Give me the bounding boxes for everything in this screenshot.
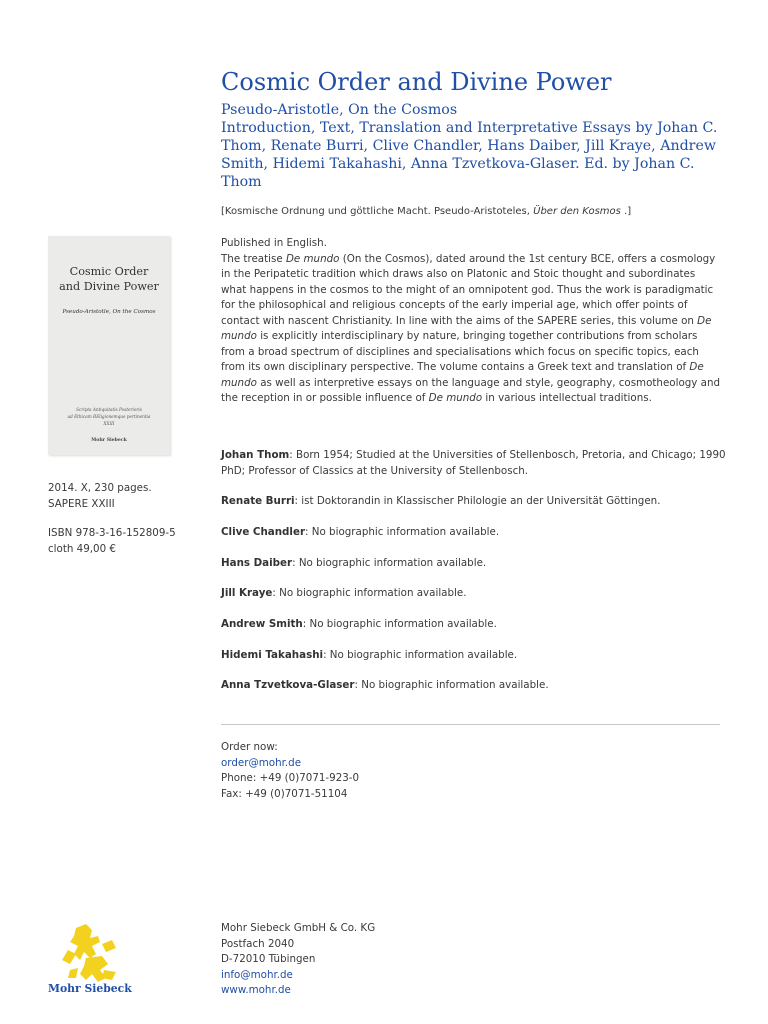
cover-subtitle: Pseudo-Aristotle, On the Cosmos bbox=[62, 309, 156, 315]
author-name: Jill Kraye bbox=[221, 587, 273, 599]
isbn: ISBN 978-3-16-152809-5 bbox=[48, 527, 176, 539]
order-fax: Fax: +49 (0)7071-51104 bbox=[221, 787, 348, 800]
author-name: Anna Tzvetkova-Glaser bbox=[221, 679, 355, 691]
subtitle-contributors: Introduction, Text, Translation and Interpretative Essays by Johan C. Thom, Renate Burri, Clive Chandler, Hans Daiber, Jill Kraye, Andrew Smith, Hidemi Takahashi, Anna Tzvetkova-Glaser. Ed. by Johan C. Thom bbox=[221, 120, 718, 190]
subtitle-block bbox=[221, 101, 721, 191]
cover-title-line: and Divine Power bbox=[59, 280, 159, 293]
book-cover bbox=[48, 236, 170, 455]
author-name: Renate Burri bbox=[221, 495, 295, 507]
price: cloth 49,00 € bbox=[48, 542, 116, 555]
description-italic: De mundo bbox=[221, 314, 712, 342]
cover-series-line: XXIII bbox=[103, 421, 115, 426]
order-label: Order now: bbox=[221, 741, 278, 753]
description-part: is explicitly interdisciplinary by nature, bringing together contributions from scholars from a broad spectrum of disciplines and specialisations which focus on specific topics, each from its own disciplinary perspective. The volume contains a Greek text and translation of bbox=[221, 330, 699, 373]
company-name: Mohr Siebeck GmbH & Co. KG bbox=[221, 922, 376, 934]
german-title-suffix: .] bbox=[620, 206, 632, 217]
author-bio bbox=[221, 448, 726, 479]
cover-publisher: Mohr Siebeck bbox=[91, 438, 127, 443]
order-phone: Phone: +49 (0)7071-923-0 bbox=[221, 772, 360, 784]
order-info bbox=[221, 740, 521, 802]
author-bio bbox=[221, 678, 549, 694]
german-title bbox=[221, 205, 741, 219]
cover-title bbox=[48, 264, 170, 294]
author-bio-text: : No biographic information available. bbox=[292, 557, 487, 569]
publisher-address bbox=[221, 921, 521, 999]
author-bio-text: : Born 1954; Studied at the Universities of Stellenbosch, Pretoria, and Chicago; 1990 PhD; Professor of Classics at the University of Stellenbosch. bbox=[221, 449, 726, 477]
author-bio bbox=[221, 525, 499, 541]
author-name: Johan Thom bbox=[221, 449, 290, 461]
postfach: Postfach 2040 bbox=[221, 937, 295, 950]
year-pages: 2014. X, 230 pages. bbox=[48, 482, 152, 494]
author-name: Hidemi Takahashi bbox=[221, 649, 324, 661]
author-name: Andrew Smith bbox=[221, 618, 303, 630]
description-text bbox=[221, 252, 721, 407]
description-italic: De mundo bbox=[428, 392, 483, 404]
page-title: Cosmic Order and Divine Power bbox=[221, 68, 612, 96]
author-bio-text: : No biographic information available. bbox=[272, 587, 467, 599]
author-bio-text: : ist Doktorandin in Klassischer Philologie an der Universität Göttingen. bbox=[294, 495, 661, 507]
author-name: Hans Daiber bbox=[221, 557, 293, 569]
description-part: The treatise bbox=[221, 252, 286, 265]
author-bio-text: : No biographic information available. bbox=[323, 649, 518, 661]
cover-title-line: Cosmic Order bbox=[69, 265, 149, 278]
logo-wordmark: Mohr Siebeck bbox=[48, 982, 132, 995]
description-part: (On the Cosmos), dated around the 1st century BCE, offers a cosmology in the Peripatetic tradition which draws also on Platonic and Stoic thought and subordinates what happens in the cosmos to the might of an omnipotent god. Thus the work is paradigmatic for the philosophical and religious concepts of the early imperial age, which offer points of contact with nascent Christianity. In line with the aims of the SAPERE series, this volume on bbox=[221, 252, 716, 327]
author-name: Clive Chandler bbox=[221, 526, 306, 538]
cover-series bbox=[54, 406, 164, 427]
subtitle-work: Pseudo-Aristotle, On the Cosmos bbox=[221, 102, 458, 118]
cover-series-line: ad Ethicam REligionemque pertinentia bbox=[67, 414, 151, 419]
author-bio bbox=[221, 586, 467, 602]
author-bio bbox=[221, 556, 486, 572]
author-bio-text: : No biographic information available. bbox=[302, 618, 497, 630]
author-bio bbox=[221, 617, 497, 633]
author-bio bbox=[221, 494, 660, 510]
series-name: SAPERE XXIII bbox=[48, 497, 115, 510]
info-email-link[interactable]: info@mohr.de bbox=[221, 968, 293, 981]
published-language: Published in English. bbox=[221, 237, 327, 249]
description-italic: De mundo bbox=[285, 252, 340, 265]
author-bio-text: : No biographic information available. bbox=[305, 526, 500, 538]
description-part: as well as interpretive essays on the language and style, geography, cosmotheology and the reception in or possible influence of bbox=[221, 376, 721, 404]
city: D-72010 Tübingen bbox=[221, 953, 316, 965]
author-bio bbox=[221, 648, 517, 664]
description-italic: De mundo bbox=[221, 361, 704, 389]
german-title-italic: Über den Kosmos bbox=[533, 206, 621, 217]
book-meta bbox=[48, 481, 208, 557]
section-divider bbox=[221, 724, 720, 725]
description bbox=[221, 236, 721, 407]
website-link[interactable]: www.mohr.de bbox=[221, 984, 291, 996]
description-part: in various intellectual traditions. bbox=[482, 392, 652, 404]
order-email-link[interactable]: order@mohr.de bbox=[221, 756, 302, 769]
german-title-prefix: [Kosmische Ordnung und göttliche Macht. Pseudo-Aristoteles, bbox=[221, 206, 534, 217]
cover-series-line: Scripta Antiquitatis Posterioris bbox=[76, 407, 142, 412]
author-bio-text: : No biographic information available. bbox=[354, 679, 549, 691]
